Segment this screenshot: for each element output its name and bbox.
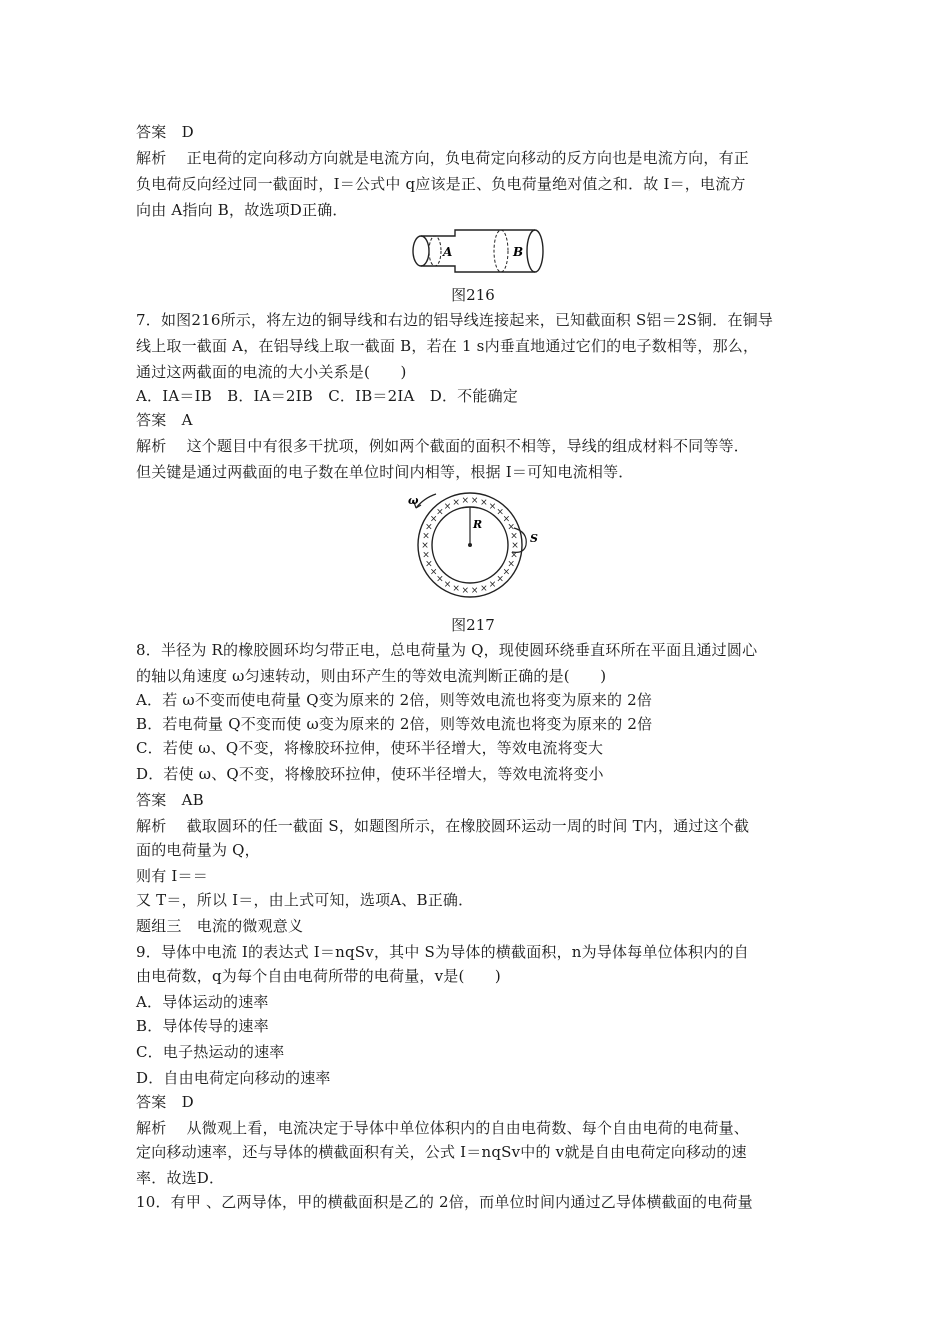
question-8-option-c: C．若使 ω、Q不变，将橡胶环拉伸，使环半径增大，等效电流将变大 xyxy=(136,739,604,757)
question-7-options: A．IA＝IB B．IA＝2IB C．IB＝2IA D．不能确定 xyxy=(136,387,518,405)
ring-charge-mark: × xyxy=(496,507,504,518)
ring-charge-mark: × xyxy=(443,502,452,512)
analysis-6-line-3: 向由 A指向 B，故选项D正确． xyxy=(136,201,348,219)
question-9-option-a: A．导体运动的速率 xyxy=(136,993,269,1011)
ring-charge-mark: × xyxy=(502,514,511,525)
answer-6: 答案 D xyxy=(136,123,194,141)
figure-216-caption: 图216 xyxy=(451,286,495,304)
ring-charge-mark: × xyxy=(443,580,452,590)
ring-charge-mark: × xyxy=(488,502,497,512)
question-8-line-2: 的轴以角速度 ω匀速转动，则由环产生的等效电流判断正确的是( ) xyxy=(136,667,607,685)
question-9-line-1: 9．导体中电流 I的表达式 I＝nqSv，其中 S为导体的横截面积，n为导体每单位体积内的自 xyxy=(136,943,749,961)
figure-216-wire-diagram xyxy=(405,226,545,276)
figure-217-label-s: S xyxy=(530,532,538,545)
ring-charge-mark: × xyxy=(510,531,518,542)
question-9-option-d: D．自由电荷定向移动的速率 xyxy=(136,1069,331,1087)
question-10-line-1: 10．有甲 、乙两导体，甲的横截面积是乙的 2倍，而单位时间内通过乙导体横截面的电荷量 xyxy=(136,1193,753,1211)
ring-charge-mark: × xyxy=(507,522,515,533)
analysis-9-line-2: 定向移动速率，还与导体的横截面积有关，公式 I＝nqSv中的 v就是自由电荷定向移动的速 xyxy=(136,1143,747,1161)
question-8-option-a: A．若 ω不变而使电荷量 Q变为原来的 2倍，则等效电流也将变为原来的 2倍 xyxy=(136,691,653,709)
analysis-9-line-3: 率．故选D． xyxy=(136,1169,225,1187)
question-8-line-1: 8．半径为 R的橡胶圆环均匀带正电，总电荷量为 Q，现使圆环绕垂直环所在平面且通过圆心 xyxy=(136,641,758,659)
ring-charge-mark: × xyxy=(502,567,511,578)
analysis-7-line-1: 解析 这个题目中有很多干扰项，例如两个截面的面积不相等，导线的组成材料不同等等． xyxy=(136,437,749,455)
question-7-line-1: 7．如图216所示，将左边的铜导线和右边的铝导线连接起来，已知截面积 S铝＝2S铜．在铜导 xyxy=(136,311,774,329)
question-9-option-c: C．电子热运动的速率 xyxy=(136,1043,285,1061)
ring-charge-mark: × xyxy=(422,550,430,561)
answer-7: 答案 A xyxy=(136,411,193,429)
ring-charge-mark: × xyxy=(436,574,444,585)
ring-charge-mark: × xyxy=(425,559,433,570)
ring-charge-mark: × xyxy=(480,498,488,509)
ring-charge-mark: × xyxy=(461,496,470,507)
analysis-8-line-1: 解析 截取圆环的任一截面 S，如题图所示，在橡胶圆环运动一周的时间 T内，通过这个截 xyxy=(136,817,750,835)
analysis-8-line-2: 面的电荷量为 Q， xyxy=(136,841,260,859)
ring-charge-mark: × xyxy=(461,585,470,596)
question-8-option-d: D．若使 ω、Q不变，将橡胶环拉伸，使环半径增大，等效电流将变小 xyxy=(136,765,604,783)
question-8-option-b: B．若电荷量 Q不变而使 ω变为原来的 2倍，则等效电流也将变为原来的 2倍 xyxy=(136,715,653,733)
question-9-option-b: B．导体传导的速率 xyxy=(136,1017,269,1035)
analysis-7-line-2: 但关键是通过两截面的电子数在单位时间内相等，根据 I＝可知电流相等． xyxy=(136,463,634,481)
ring-charge-mark: × xyxy=(511,541,519,551)
ring-charge-mark: × xyxy=(510,550,518,561)
ring-charge-mark: × xyxy=(507,559,515,570)
ring-charge-mark: × xyxy=(421,541,429,551)
question-9-line-2: 由电荷数，q为每个自由电荷所带的电荷量，v是( ) xyxy=(136,967,501,985)
ring-charge-mark: × xyxy=(480,583,488,594)
figure-216-label-a: A xyxy=(443,245,453,259)
figure-217-label-omega: ω xyxy=(408,494,419,507)
ring-charge-mark: × xyxy=(470,496,479,507)
figure-216-label-b: B xyxy=(513,245,524,259)
ring-charge-mark: × xyxy=(429,567,438,578)
question-7-line-2: 线上取一截面 A，在铝导线上取一截面 B，若在 1 s内垂直地通过它们的电子数相等，那么， xyxy=(136,337,759,355)
ring-charge-mark: × xyxy=(488,580,497,590)
analysis-6-line-1: 解析 正电荷的定向移动方向就是电流方向，负电荷定向移动的反方向也是电流方向，有正 xyxy=(136,149,749,167)
figure-217-caption: 图217 xyxy=(451,616,495,634)
answer-9: 答案 D xyxy=(136,1093,194,1111)
section-heading-group-3: 题组三 电流的微观意义 xyxy=(136,917,304,935)
ring-charge-mark: × xyxy=(436,507,444,518)
analysis-6-line-2: 负电荷反向经过同一截面时，I＝公式中 q应该是正、负电荷量绝对值之和．故 I＝，电流方 xyxy=(136,175,746,193)
question-7-line-3: 通过这两截面的电流的大小关系是( ) xyxy=(136,363,407,381)
ring-charge-mark: × xyxy=(429,514,438,525)
ring-charge-mark: × xyxy=(452,583,460,594)
analysis-9-line-1: 解析 从微观上看，电流决定于导体中单位体积内的自由电荷数、每个自由电荷的电荷量、 xyxy=(136,1119,749,1137)
analysis-8-line-4: 又 T＝，所以 I＝，由上式可知，选项A、B正确． xyxy=(136,891,474,909)
ring-charge-mark: × xyxy=(470,585,479,596)
answer-8: 答案 AB xyxy=(136,791,204,809)
ring-charge-mark: × xyxy=(452,498,460,509)
figure-217-label-r: R xyxy=(473,518,483,531)
ring-charge-mark: × xyxy=(496,574,504,585)
ring-charge-mark: × xyxy=(425,522,433,533)
figure-217-ring-diagram xyxy=(402,490,552,610)
ring-charge-mark: × xyxy=(422,531,430,542)
analysis-8-line-3: 则有 I＝＝ xyxy=(136,867,208,885)
